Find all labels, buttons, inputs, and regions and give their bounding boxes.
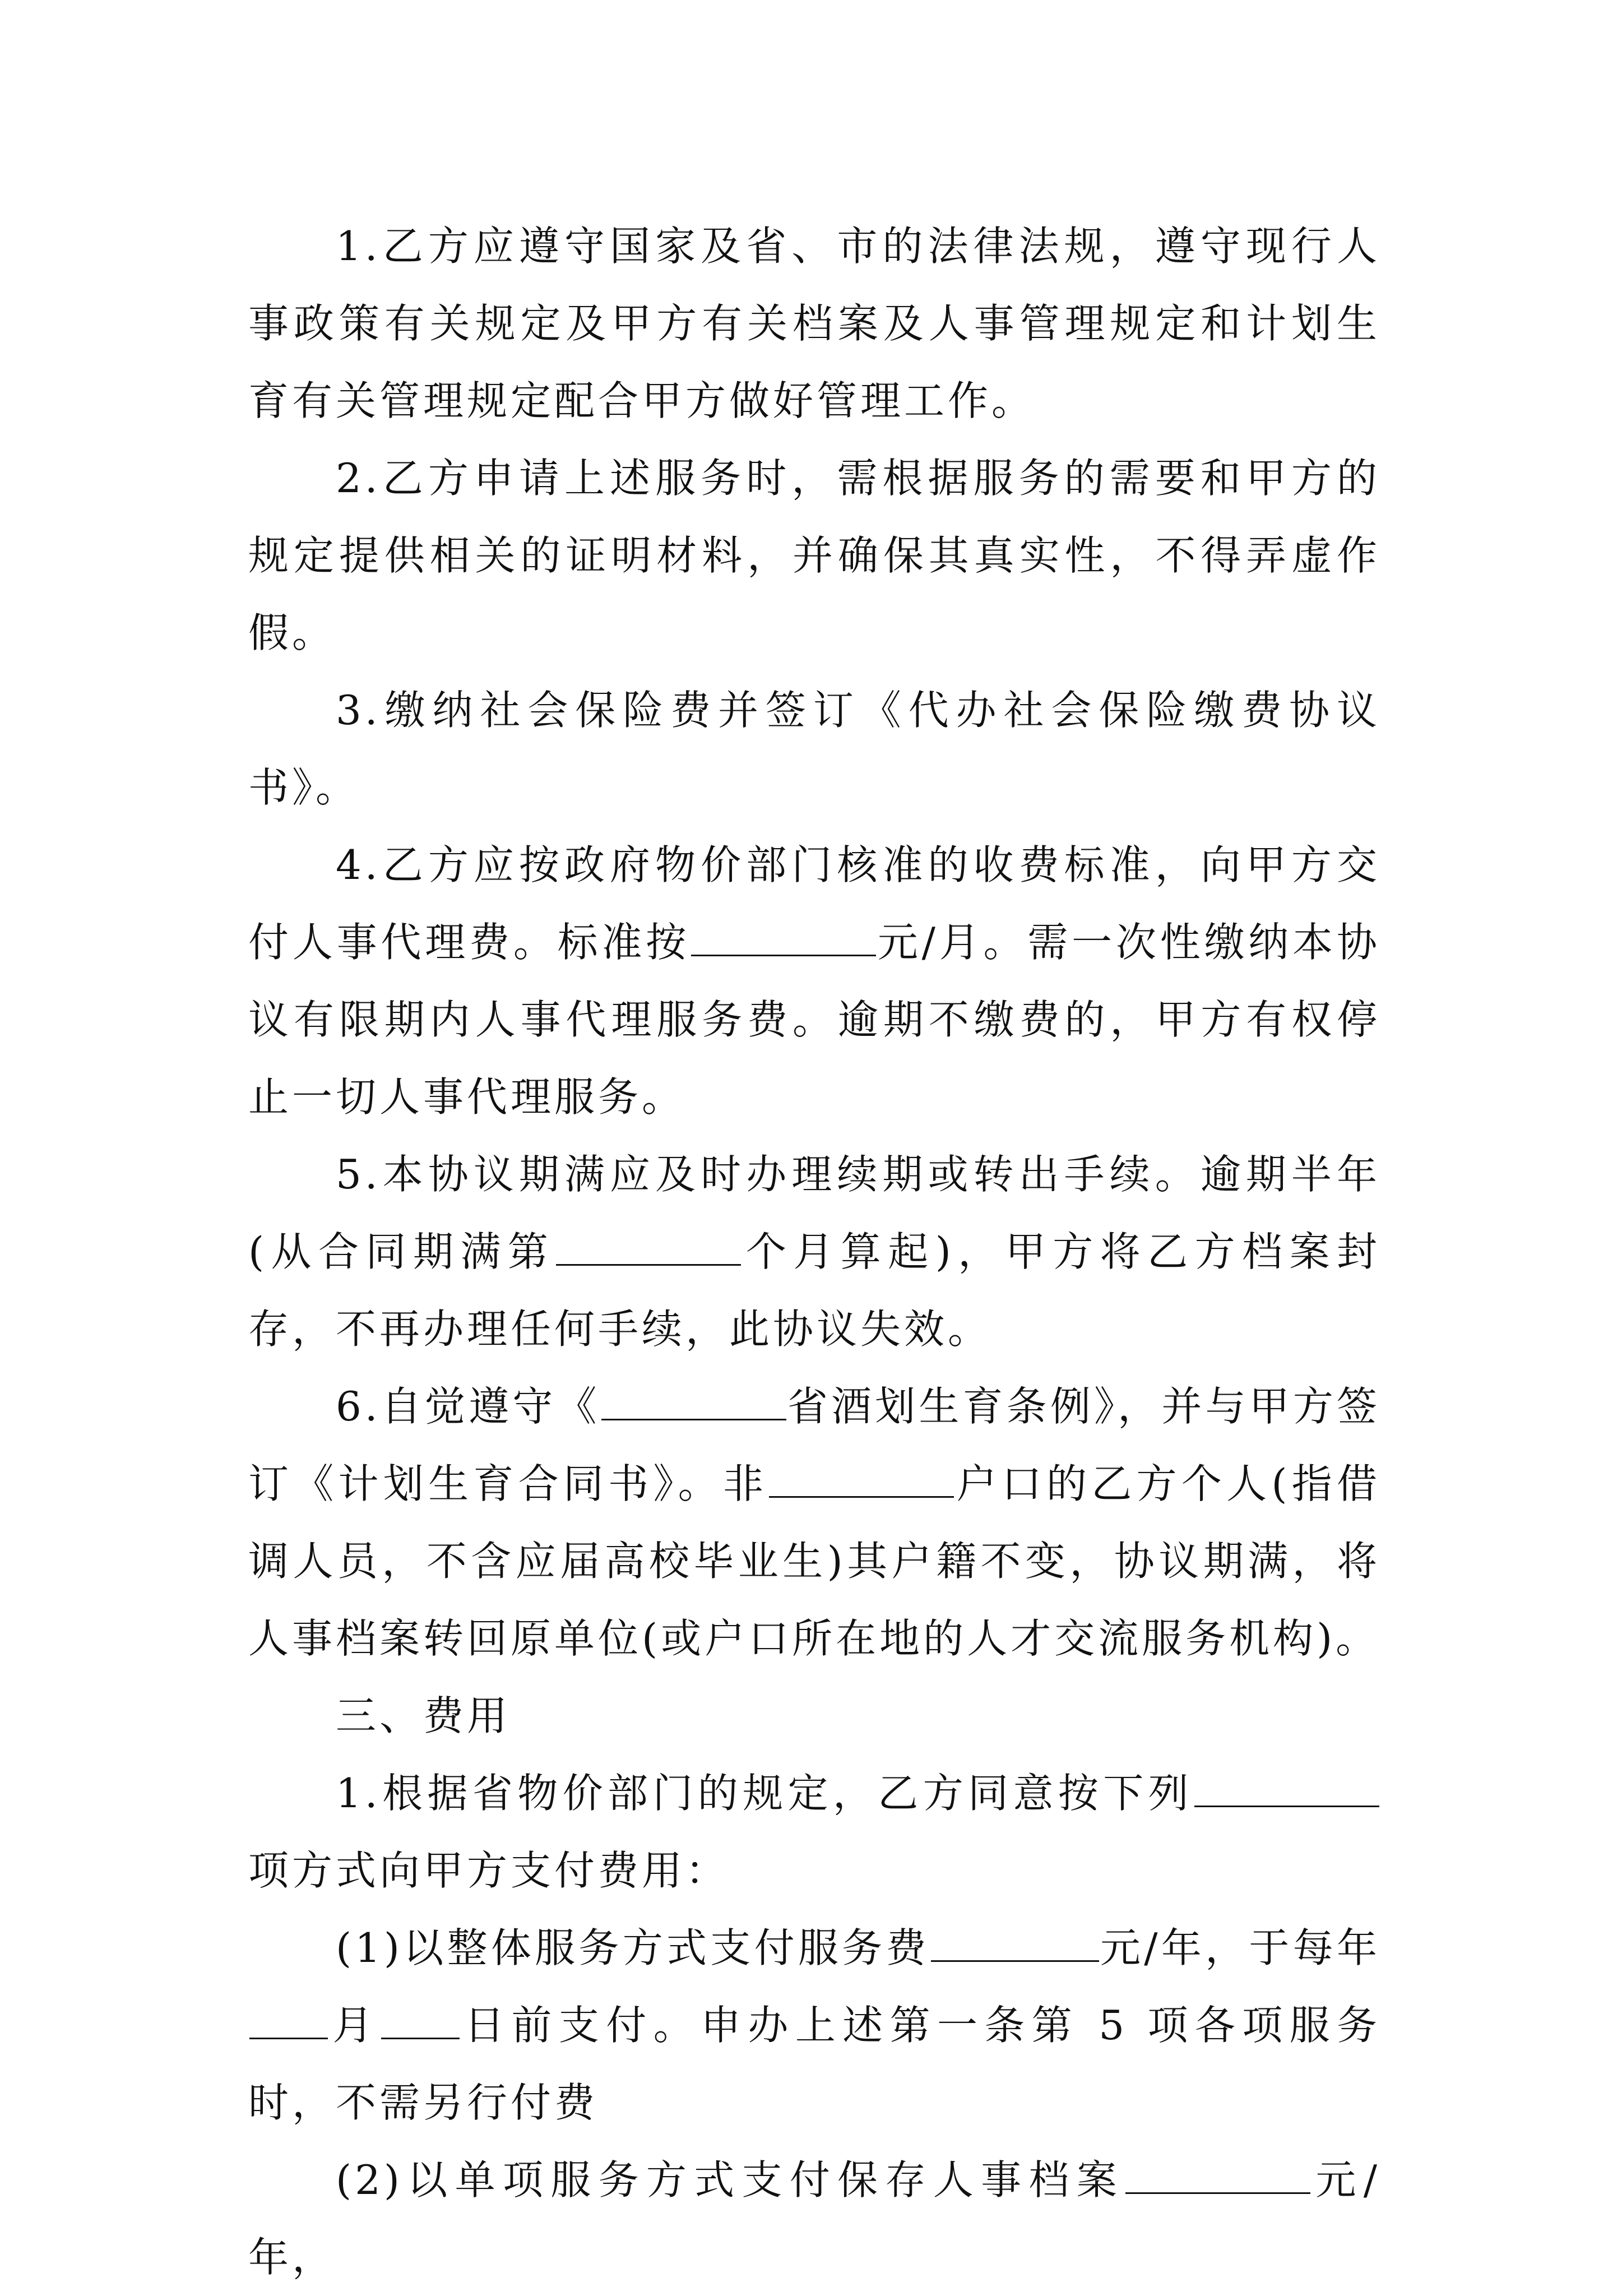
paragraph-text: 元/月。需一次性缴纳本协议有限期内人事代理服务费。逾期不缴费的，甲方有权停止一切人事代理服务。 xyxy=(248,919,1380,1121)
paragraph-text: 4.乙方应按政府物价部门核准的收费标准，向甲方交付人事代理费。标准按 xyxy=(248,841,1380,966)
fill-in-blank xyxy=(556,1224,741,1266)
section-heading-text: 三、费用 xyxy=(336,1692,511,1739)
paragraph-text: 个月算起)，甲方将乙方档案封存，不再办理任何手续，此协议失效。 xyxy=(248,1228,1381,1353)
fill-in-blank xyxy=(601,1378,786,1420)
paragraph-text: 日前支付。申办上述第一条第 5 项各项服务时，不需另行付费 xyxy=(248,2002,1380,2126)
paragraph-text: 3.缴纳社会保险费并签订《代办社会保险缴费协议书》。 xyxy=(248,687,1380,811)
paragraph-obligation-2 xyxy=(248,439,1380,672)
document-body xyxy=(248,207,1380,2296)
paragraph-obligation-3 xyxy=(248,672,1380,826)
paragraph-text: 月 xyxy=(329,2002,380,2049)
paragraph-obligation-6 xyxy=(248,1368,1380,1677)
fill-in-blank xyxy=(691,914,876,956)
fill-in-blank xyxy=(769,1456,954,1498)
paragraph-fees-1-1 xyxy=(248,1909,1380,2141)
paragraph-obligation-1 xyxy=(248,207,1380,439)
paragraph-text: 6.自觉遵守《 xyxy=(336,1383,600,1430)
section-heading-fees xyxy=(248,1677,1380,1755)
fill-in-blank xyxy=(249,1997,328,2039)
paragraph-obligation-5 xyxy=(248,1136,1380,1368)
paragraph-text: 2.乙方申请上述服务时，需根据服务的需要和甲方的规定提供相关的证明材料，并确保其真实性，不得弄虚作假。 xyxy=(248,455,1380,656)
paragraph-text: (1)以整体服务方式支付服务费 xyxy=(336,1924,930,1971)
paragraph-fees-1-2 xyxy=(248,2141,1380,2296)
fill-in-blank xyxy=(1125,2152,1310,2194)
fill-in-blank xyxy=(1194,1765,1379,1807)
paragraph-obligation-4 xyxy=(248,826,1380,1136)
paragraph-text: 5.本协议期满应及时办理续期或转出手续。逾期半年(从合同期满第 xyxy=(248,1151,1380,1275)
paragraph-text: 户口的乙方个人(指借调人员，不含应届高校毕业生)其户籍不变，协议期满，将人事档案转回原单位(或户口所在地的人才交流服务机构)。 xyxy=(248,1460,1380,1662)
paragraph-text: 项方式向甲方支付费用： xyxy=(248,1847,730,1894)
paragraph-text: 1.乙方应遵守国家及省、市的法律法规，遵守现行人事政策有关规定及甲方有关档案及人事管理规定和计划生育有关管理规定配合甲方做好管理工作。 xyxy=(248,223,1380,424)
paragraph-text: 元/年，于每年 xyxy=(1100,1924,1380,1971)
fill-in-blank xyxy=(931,1920,1099,1962)
fill-in-blank xyxy=(381,1997,460,2039)
paragraph-text: 省酒划生育条例》，并与甲方签订《计划生育合同书》。非 xyxy=(248,1383,1380,1507)
paragraph-text: 元/年， xyxy=(248,2156,1380,2281)
paragraph-text: 1.根据省物价部门的规定，乙方同意按下列 xyxy=(336,1770,1193,1817)
paragraph-text: (2)以单项服务方式支付保存人事档案 xyxy=(336,2156,1125,2204)
paragraph-fees-1 xyxy=(248,1755,1380,1909)
